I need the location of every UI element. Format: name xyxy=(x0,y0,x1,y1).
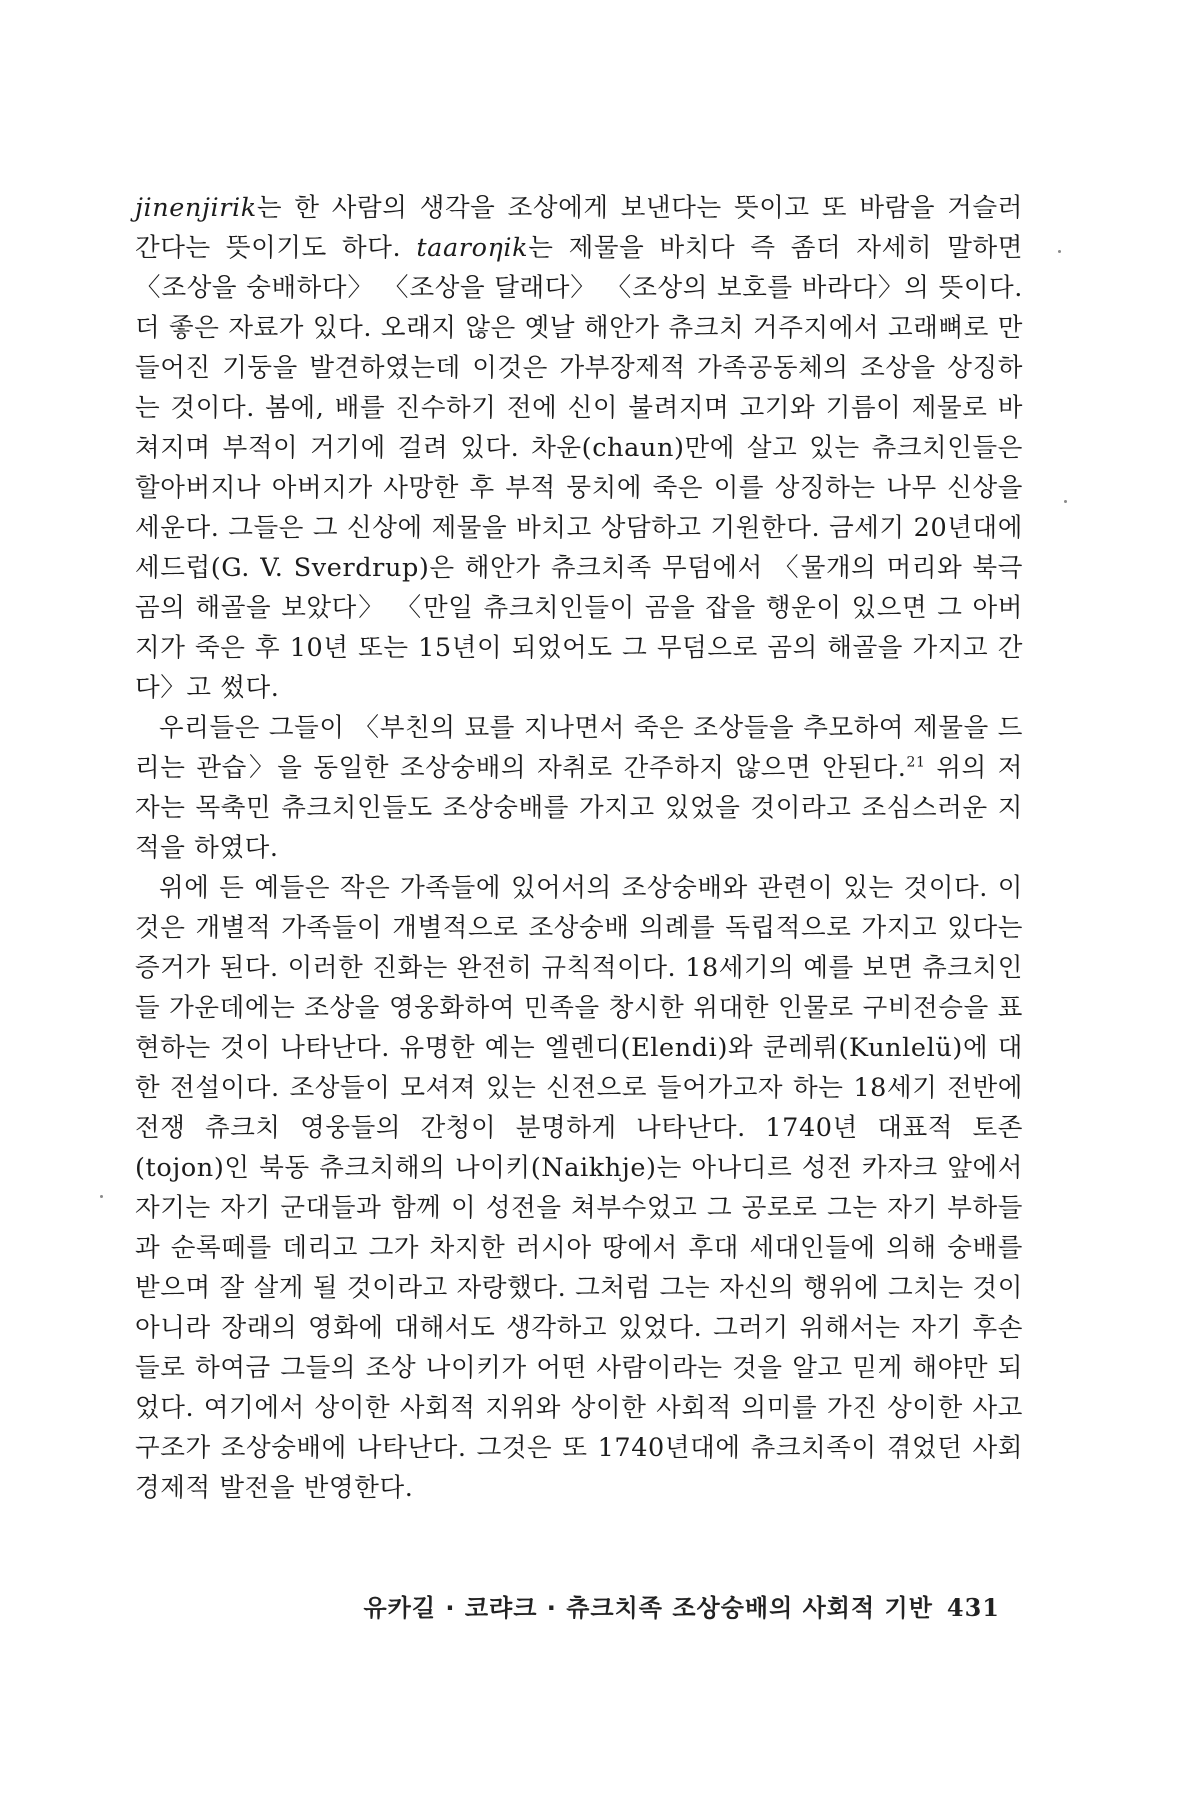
paragraph-2 xyxy=(135,708,1023,868)
running-title: 유카길 · 코랴크 · 츄크치족 조상숭배의 사회적 기반 xyxy=(363,1594,933,1622)
paragraph-1 xyxy=(135,188,1023,708)
paragraph-2-text-b: 위의 저자는 목축민 츄크치인들도 조상숭배를 가지고 있었을 것이라고 조심스러운 지적을 하였다. xyxy=(135,753,1023,863)
term-taaronik: taaroηik xyxy=(416,233,529,263)
paragraph-1-text-a: 는 한 사람의 생각을 조상에게 보낸다는 뜻이고 또 바람을 거슬러 간다는 뜻이기도 하다. xyxy=(135,193,1023,263)
page-number: 431 xyxy=(946,1593,1000,1622)
term-jinenjirik: jinenjirik xyxy=(135,193,257,223)
scan-speck xyxy=(1064,500,1067,503)
footnote-ref-21: 21 xyxy=(906,754,926,771)
scan-speck xyxy=(100,1195,103,1198)
paragraph-3 xyxy=(135,868,1023,1508)
paragraph-2-text-a: 우리들은 그들이 〈부친의 묘를 지나면서 죽은 조상들을 추모하여 제물을 드리는 관습〉을 동일한 조상숭배의 자취로 간주하지 않으면 안된다. xyxy=(135,713,1023,783)
page-footer xyxy=(0,1588,1000,1623)
scan-speck xyxy=(1058,250,1061,253)
paragraph-3-text: 위에 든 예들은 작은 가족들에 있어서의 조상숭배와 관련이 있는 것이다. 이것은 개별적 가족들이 개별적으로 조상숭배 의례를 독립적으로 가지고 있다는 증거가 된다. 이러한 진화는 완전히 규칙적이다. 18세기의 예를 보면 츄크치인들 가운데에는 조상을 영웅화하여 민족을 창시한 위대한 인물로 구비전승을 표현하는 것이 나타난다. 유명한 예는 엘렌디(Elendi)와 쿤레뤼(Kunlelü)에 대한 전설이다. 조상들이 모셔져 있는 신전으로 들어가고자 하는 18세기 전반에 전쟁 츄크치 영웅들의 간청이 분명하게 나타난다. 1740년 대표적 토존(tojon)인 북동 츄크치해의 나이키(Naikhje)는 아나디르 성전 카자크 앞에서 자기는 자기 군대들과 함께 이 성전을 쳐부수었고 그 공로로 그는 자기 부하들과 순록떼를 데리고 그가 차지한 러시아 땅에서 후대 세대인들에 의해 숭배를 받으며 잘 살게 될 것이라고 자랑했다. 그처럼 그는 자신의 행위에 그치는 것이 아니라 장래의 영화에 대해서도 생각하고 있었다. 그러기 위해서는 자기 후손들로 하여금 그들의 조상 나이키가 어떤 사람이라는 것을 알고 믿게 해야만 되었다. 여기에서 상이한 사회적 지위와 상이한 사회적 의미를 가진 상이한 사고 구조가 조상숭배에 나타난다. 그것은 또 1740년대에 츄크치족이 겪었던 사회 경제적 발전을 반영한다. xyxy=(135,873,1023,1503)
paragraph-1-text-b: 는 제물을 바치다 즉 좀더 자세히 말하면 〈조상을 숭배하다〉 〈조상을 달래다〉 〈조상의 보호를 바라다〉의 뜻이다. 더 좋은 자료가 있다. 오래지 않은 옛날 해안가 츄크치 거주지에서 고래뼈로 만들어진 기둥을 발견하였는데 이것은 가부장제적 가족공동체의 조상을 상징하는 것이다. 봄에, 배를 진수하기 전에 신이 불려지며 고기와 기름이 제물로 바쳐지며 부적이 거기에 걸려 있다. 차운(chaun)만에 살고 있는 츄크치인들은 할아버지나 아버지가 사망한 후 부적 뭉치에 죽은 이를 상징하는 나무 신상을 세운다. 그들은 그 신상에 제물을 바치고 상담하고 기원한다. 금세기 20년대에 세드럽(G. V. Sverdrup)은 해안가 츄크치족 무덤에서 〈물개의 머리와 북극곰의 해골을 보았다〉 〈만일 츄크치인들이 곰을 잡을 행운이 있으면 그 아버지가 죽은 후 10년 또는 15년이 되었어도 그 무덤으로 곰의 해골을 가지고 간다〉고 썼다. xyxy=(135,233,1023,703)
body-text xyxy=(135,188,1023,1508)
